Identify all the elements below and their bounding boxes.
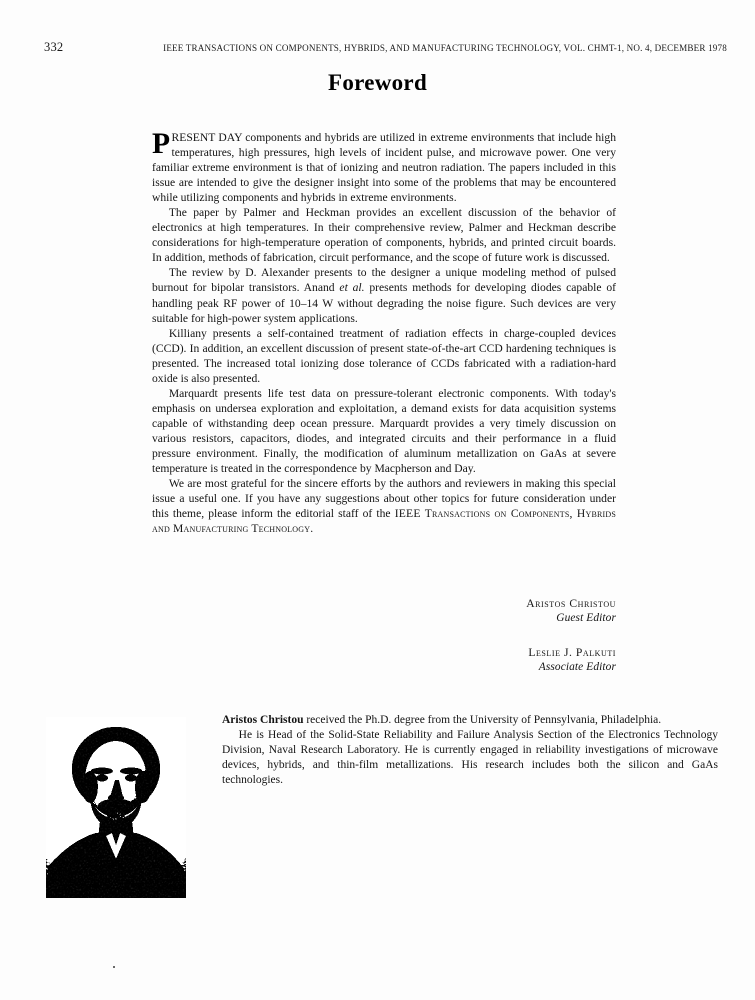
paragraph-3-text-a: The review by D. Alexander presents to the designer a unique modeling method of pulsed burnout for bipolar transistors. Anand — [152, 266, 616, 295]
signature-associate-editor — [152, 645, 616, 675]
signature-guest-editor — [152, 596, 616, 626]
running-head — [44, 40, 727, 54]
paragraph-6-text-a: We are most grateful for the sincere efforts by the authors and reviewers in making this special issue a useful one. If you have any suggestions about other topics for future consideration under this theme, please inform the editorial staff of the — [152, 477, 616, 521]
foreword-body — [152, 130, 616, 536]
biography-degree-text: received the Ph.D. degree from the University of Pennsylvania, Philadelphia. — [303, 714, 662, 726]
journal-name-smallcaps: IEEE Transactions on Components, Hybrids and Manufacturing Technology — [152, 507, 617, 536]
biography-paragraph-1 — [222, 713, 718, 728]
paragraph-6 — [152, 476, 616, 536]
page-title: Foreword — [327, 70, 428, 95]
paragraph-3-text-b: presents methods for developing diodes capable of handling peak RF power of 10–14 W without degrading the noise figure. Such devices are very suitable for high-power system applications. — [152, 281, 617, 325]
paragraph-4: Killiany presents a self-contained treatment of radiation effects in charge-coupled devices (CCD). In addition, an excellent discussion of present state-of-the-art CCD hardening techniques is presented. The increased total ionizing dose tolerance of CCDs fabricated with a radiation-hard oxide is also presented. — [152, 326, 616, 385]
journal-citation-line: IEEE TRANSACTIONS ON COMPONENTS, HYBRIDS, AND MANUFACTURING TECHNOLOGY, VOL. CHMT-1, NO. 4, DECEMBER 1978 — [163, 42, 727, 53]
paragraph-3 — [152, 265, 616, 325]
paragraph-5: Marquardt presents life test data on pressure-tolerant electronic components. With today's emphasis on undersea exploration and exploitation, a demand exists for data acquisition systems capable of withstanding deep ocean pressure. Marquardt provides a very timely discussion on various resistors, capacitors, diodes, and integrated circuits and their performance in a fluid pressure environment. Finally, the modification of aluminum metallization on GaAs at severe temperature is treated in the correspondence by Macpherson and Day. — [152, 386, 616, 476]
paragraph-1 — [152, 130, 616, 205]
paragraph-3-et-al: et al. — [339, 281, 365, 295]
biography-text — [222, 713, 718, 788]
biography-name: Aristos Christou — [222, 714, 304, 726]
signature-role: Associate Editor — [538, 661, 616, 673]
paragraph-2: The paper by Palmer and Heckman provides an excellent discussion of the behavior of electronics at high temperatures. In their comprehensive review, Palmer and Heckman describe considerations for high-temperature operation of components, hybrids, and printed circuit boards. In addition, methods of fabrication, circuit performance, and the scope of future work is discussed. — [152, 206, 616, 265]
page-number: 332 — [44, 40, 64, 54]
drop-cap: P — [152, 128, 171, 160]
scan-artifact-speck — [113, 966, 115, 968]
biography-paragraph-2: He is Head of the Solid-State Reliability and Failure Analysis Section of the Electronics Technology Division, Naval Research Laboratory. He is currently engaged in reliability investigations of microwave devices, hybrids, and thin-film metallizations. His research includes both the silicon and GaAs technologies. — [222, 729, 718, 786]
signature-role: Guest Editor — [556, 612, 616, 624]
portrait-photo — [46, 717, 186, 898]
signature-name: Leslie J. Palkuti — [528, 646, 616, 659]
paragraph-1-text: RESENT DAY components and hybrids are utilized in extreme environments that include high temperatures, high pressures, high levels of incident pulse, and microwave power. One very familiar extreme environment is that of ionizing and neutron radiation. The papers included in this issue are intended to give the designer insight into some of the problems that may be encountered while utilizing components and hybrids in extreme environments. — [152, 131, 616, 205]
signature-name: Aristos Christou — [526, 597, 616, 610]
editor-signature-block — [152, 596, 616, 675]
paragraph-6-text-b: . — [310, 522, 314, 536]
